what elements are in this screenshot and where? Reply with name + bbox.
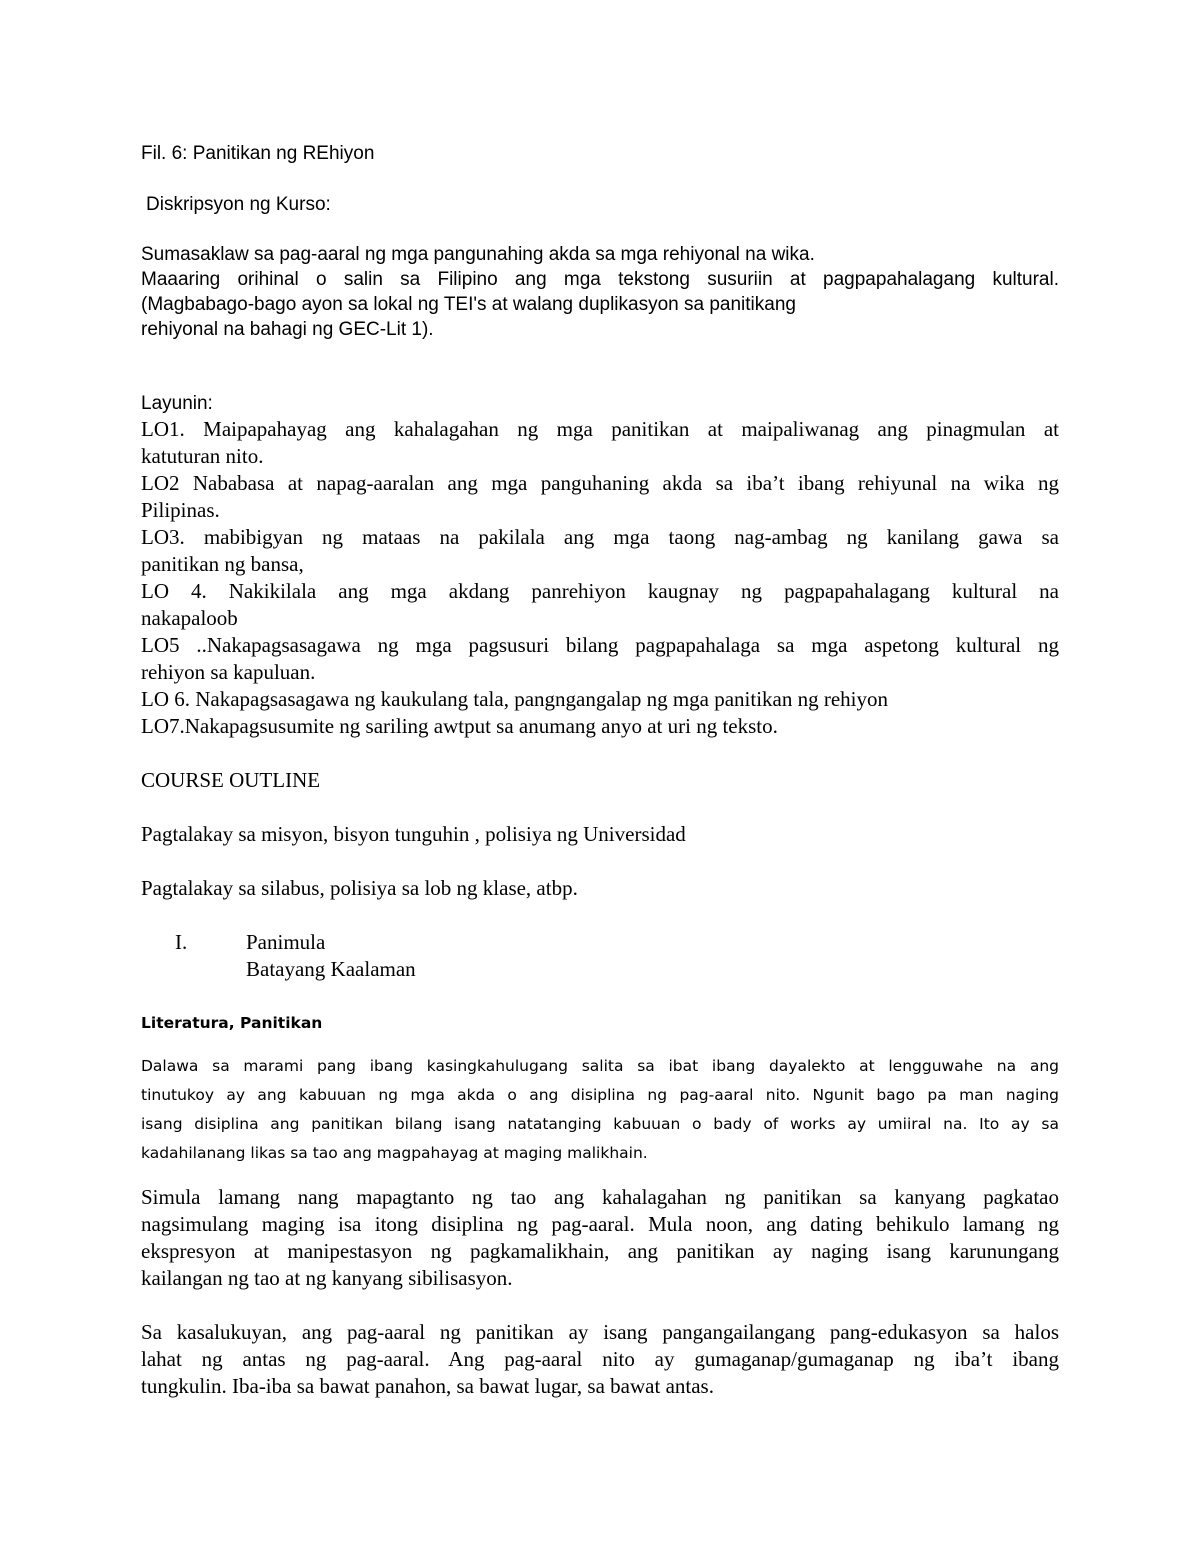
objective-line: panitikan ng bansa,: [141, 552, 304, 576]
paragraph-line: kadahilanang likas sa tao ang magpahayag at maging malikhain.: [141, 1144, 648, 1162]
objective-line: Pilipinas.: [141, 498, 220, 522]
objectives-label: Layunin:: [141, 393, 213, 414]
description-line: Sumasaklaw sa pag-aaral ng mga pangunahing akda sa mga rehiyonal na wika.: [141, 244, 815, 265]
outline-item: Pagtalakay sa silabus, polisiya sa lob ng klase, atbp.: [141, 876, 578, 900]
description-label: Diskripsyon ng Kurso:: [146, 194, 331, 215]
objective-line: nakapaloob: [141, 606, 238, 630]
section-numeral: I.: [175, 930, 188, 954]
paragraph-line: Simula lamang nang mapagtanto ng tao ang kahalagahan ng panitikan sa kanyang pagkatao: [141, 1185, 1059, 1209]
objective-line: LO1. Maipapahayag ang kahalagahan ng mga panitikan at maipaliwanag ang pinagmulan at: [141, 417, 1059, 441]
objective-line: LO 6. Nakapagsasagawa ng kaukulang tala, pangngangalap ng mga panitikan ng rehiyon: [141, 687, 889, 711]
outline-item: Pagtalakay sa misyon, bisyon tunguhin , polisiya ng Universidad: [141, 822, 686, 846]
section-subtitle: Batayang Kaalaman: [246, 957, 416, 981]
objective-line: LO3. mabibigyan ng mataas na pakilala ang mga taong nag-ambag ng kanilang gawa sa: [141, 525, 1059, 549]
description-line: rehiyonal na bahagi ng GEC-Lit 1).: [141, 319, 434, 340]
objective-line: katuturan nito.: [141, 444, 264, 468]
objective-line: LO7.Nakapagsusumite ng sariling awtput sa anumang anyo at uri ng teksto.: [141, 714, 778, 738]
paragraph-line: isang disiplina ang panitikan bilang isang natatanging kabuuan o bady of works ay umiiral na. Ito ay sa: [141, 1115, 1059, 1133]
paragraph-line: tinutukoy ay ang kabuuan ng mga akda o ang disiplina ng pag-aaral nito. Ngunit bago pa man naging: [141, 1086, 1059, 1104]
paragraph-line: kailangan ng tao at ng kanyang sibilisasyon.: [141, 1266, 513, 1290]
course-outline-heading: COURSE OUTLINE: [141, 768, 321, 792]
section-title: Panimula: [246, 930, 326, 954]
paragraph-line: Sa kasalukuyan, ang pag-aaral ng panitikan ay isang pangangailangang pang-edukasyon sa halos: [141, 1320, 1059, 1344]
objective-line: rehiyon sa kapuluan.: [141, 660, 316, 684]
description-line: Maaaring orihinal o salin sa Filipino ang mga tekstong susuriin at pagpapahalagang kultural.: [141, 269, 1059, 290]
literature-heading: Literatura, Panitikan: [141, 1014, 323, 1032]
paragraph-line: Dalawa sa marami pang ibang kasingkahulugang salita sa ibat ibang dayalekto at lengguwahe na ang: [141, 1057, 1059, 1075]
paragraph-line: tungkulin. Iba-iba sa bawat panahon, sa bawat lugar, sa bawat antas.: [141, 1374, 714, 1398]
paragraph-line: nagsimulang maging isa itong disiplina ng pag-aaral. Mula noon, ang dating behikulo lamang ng: [141, 1212, 1059, 1236]
paragraph-line: ekspresyon at manipestasyon ng pagkamalikhain, ang panitikan ay naging isang karunungang: [141, 1239, 1059, 1263]
course-title: Fil. 6: Panitikan ng REhiyon: [141, 143, 375, 164]
objective-line: LO5 ..Nakapagsasagawa ng mga pagsusuri bilang pagpapahalaga sa mga aspetong kultural ng: [141, 633, 1059, 657]
paragraph-line: lahat ng antas ng pag-aaral. Ang pag-aaral nito ay gumaganap/gumaganap ng iba’t ibang: [141, 1347, 1059, 1371]
objective-line: LO2 Nababasa at napag-aaralan ang mga panguhaning akda sa iba’t ibang rehiyunal na wika ng: [141, 471, 1059, 495]
description-line: (Magbabago-bago ayon sa lokal ng TEI's at walang duplikasyon sa panitikang: [141, 294, 796, 315]
objective-line: LO 4. Nakikilala ang mga akdang panrehiyon kaugnay ng pagpapahalagang kultural na: [141, 579, 1059, 603]
